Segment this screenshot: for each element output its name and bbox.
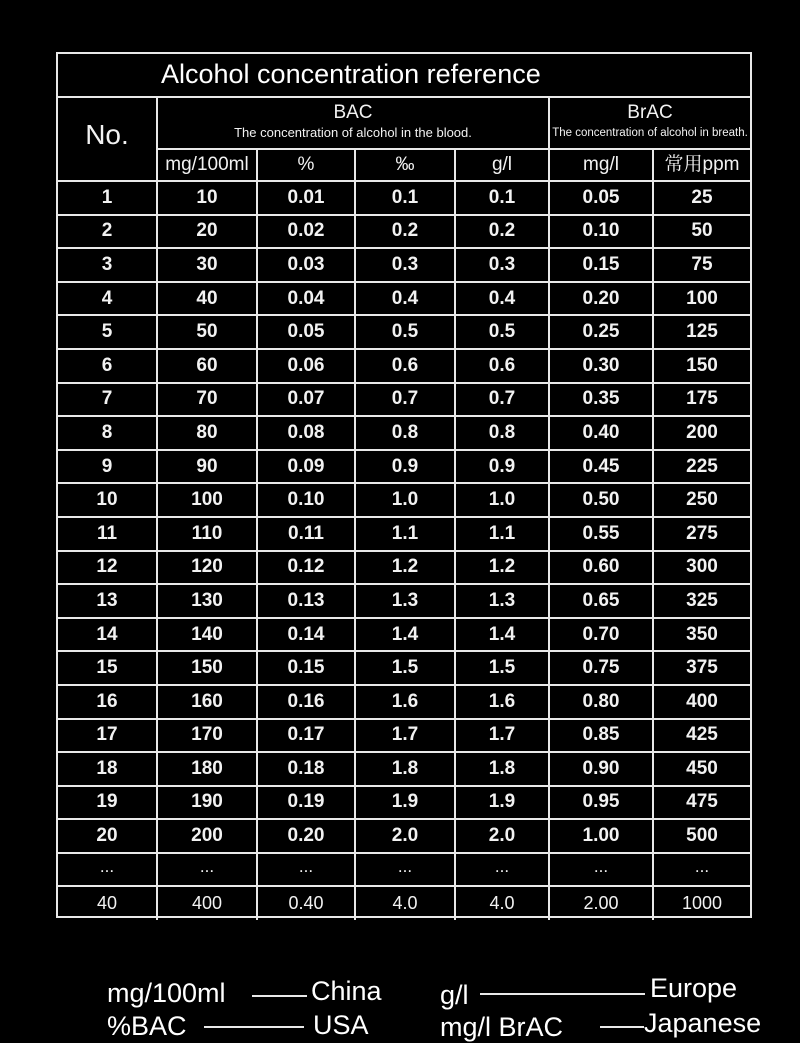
cell-mg100ml: 200 [158,820,258,852]
cell-percent: ... [258,854,356,886]
cell-ppm: 400 [686,690,718,712]
cell-mg100ml: 140 [158,619,258,651]
cell-percent: 0.13 [258,585,356,617]
legend-china: China [311,976,382,1006]
no-column-header: No. [58,98,158,182]
cell-permille: 0.8 [356,417,456,449]
cell-gl: 1.0 [456,484,550,516]
cell-percent: 0.09 [258,451,356,483]
unit-header-ppm: 常用ppm [654,150,750,182]
cell-gl: ... [456,854,550,886]
cell-gl: 1.1 [456,518,550,550]
cell-ppm: 425 [686,724,718,746]
cell-mgl: 0.85 [550,720,654,752]
cell-gl: 1.2 [456,552,550,584]
legend-gl: g/l [440,980,469,1010]
cell-mg100ml: 80 [158,417,258,449]
cell-permille: ... [356,854,456,886]
cell-mgl: 2.00 [550,887,654,920]
cell-mgl: 0.90 [550,753,654,785]
cell-no: 11 [58,518,158,550]
legend-connector-europe [480,993,645,995]
cell-mg100ml: 160 [158,686,258,718]
cell-percent: 0.18 [258,753,356,785]
cell-ppm: ... [694,856,710,876]
legend-usa: USA [313,1010,369,1040]
legend-connector-japanese [600,1026,644,1028]
cell-ppm: 125 [686,321,718,343]
cell-no: 13 [58,585,158,617]
table-row [58,451,750,485]
unit-header-mgl: mg/l [550,150,654,182]
cell-no: 4 [58,283,158,315]
cell-permille: 0.6 [356,350,456,382]
cell-no: 10 [58,484,158,516]
table-row [58,854,750,888]
legend-japanese: Japanese [644,1008,762,1038]
cell-ppm: 200 [686,421,718,443]
cell-permille: 1.6 [356,686,456,718]
cell-mgl: 0.70 [550,619,654,651]
cell-no: 20 [58,820,158,852]
cell-mg100ml: 170 [158,720,258,752]
cell-mgl: 0.95 [550,787,654,819]
cell-mgl: 0.80 [550,686,654,718]
cell-mg100ml: 90 [158,451,258,483]
table-row [58,350,750,384]
table-row [58,384,750,418]
table-row [58,720,750,754]
cell-percent: 0.02 [258,216,356,248]
cell-mgl: 0.10 [550,216,654,248]
cell-ppm: 350 [686,623,718,645]
cell-gl: 0.5 [456,316,550,348]
table-row [58,182,750,216]
cell-no: 12 [58,552,158,584]
cell-no: 18 [58,753,158,785]
cell-permille: 1.3 [356,585,456,617]
table-row [58,484,750,518]
cell-mg100ml: 30 [158,249,258,281]
cell-percent: 0.05 [258,316,356,348]
cell-gl: 0.7 [456,384,550,416]
cell-mg100ml: ... [158,854,258,886]
cell-permille: 1.9 [356,787,456,819]
cell-mgl: 0.35 [550,384,654,416]
cell-mgl: ... [550,854,654,886]
cell-ppm: 275 [686,522,718,544]
cell-ppm: 75 [691,253,713,275]
cell-no: 7 [58,384,158,416]
cell-gl: 1.3 [456,585,550,617]
legend-connector-usa [204,1026,304,1028]
table-title: Alcohol concentration reference [58,54,750,98]
cell-gl: 0.4 [456,283,550,315]
cell-gl: 1.4 [456,619,550,651]
cell-gl: 4.0 [456,887,550,920]
cell-percent: 0.16 [258,686,356,718]
cell-mgl: 0.45 [550,451,654,483]
cell-gl: 1.5 [456,652,550,684]
cell-no: 6 [58,350,158,382]
cell-mgl: 1.00 [550,820,654,852]
cell-mgl: 0.05 [550,182,654,214]
cell-ppm: 325 [686,589,718,611]
cell-mgl: 0.30 [550,350,654,382]
cell-ppm: 25 [691,186,713,208]
unit-header-percent: % [258,150,356,182]
cell-ppm: 100 [686,287,718,309]
cell-mgl: 0.75 [550,652,654,684]
cell-percent: 0.06 [258,350,356,382]
table-row [58,585,750,619]
cell-mg100ml: 20 [158,216,258,248]
cell-permille: 0.5 [356,316,456,348]
cell-gl: 0.2 [456,216,550,248]
cell-permille: 2.0 [356,820,456,852]
cell-gl: 1.7 [456,720,550,752]
cell-gl: 2.0 [456,820,550,852]
table-row [58,216,750,250]
cell-ppm: 50 [691,220,713,242]
cell-gl: 0.6 [456,350,550,382]
table-row [58,652,750,686]
cell-ppm: 450 [686,757,718,779]
cell-mgl: 0.25 [550,316,654,348]
cell-no: 2 [58,216,158,248]
table-row [58,316,750,350]
table-body [58,182,750,920]
legend-mgl: mg/l BrAC [440,1012,564,1042]
cell-permille: 0.3 [356,249,456,281]
brac-description: The concentration of alcohol in breath. [552,127,748,139]
cell-percent: 0.04 [258,283,356,315]
cell-mgl: 0.65 [550,585,654,617]
cell-gl: 0.9 [456,451,550,483]
cell-mgl: 0.60 [550,552,654,584]
cell-gl: 0.8 [456,417,550,449]
cell-mgl: 0.40 [550,417,654,449]
cell-ppm: 500 [686,825,718,847]
bac-description: The concentration of alcohol in the blood. [234,125,472,140]
cell-permille: 1.2 [356,552,456,584]
cell-no: 9 [58,451,158,483]
bac-group-header [158,98,550,150]
cell-mg100ml: 150 [158,652,258,684]
legend-bac: %BAC [107,1011,187,1041]
brac-label: BrAC [627,102,673,123]
cell-no: 5 [58,316,158,348]
cell-ppm: 375 [686,657,718,679]
unit-header-mg100ml: mg/100ml [158,150,258,182]
table-row [58,753,750,787]
bac-label: BAC [333,102,373,123]
cell-ppm: 150 [686,354,718,376]
cell-no: 15 [58,652,158,684]
cell-mg100ml: 100 [158,484,258,516]
cell-no: 14 [58,619,158,651]
cell-mgl: 0.50 [550,484,654,516]
cell-permille: 1.8 [356,753,456,785]
cell-permille: 0.2 [356,216,456,248]
cell-permille: 0.1 [356,182,456,214]
cell-permille: 1.5 [356,652,456,684]
cell-percent: 0.19 [258,787,356,819]
cell-no: 16 [58,686,158,718]
cell-no: 19 [58,787,158,819]
cell-ppm: 225 [686,455,718,477]
cell-mgl: 0.15 [550,249,654,281]
cell-mg100ml: 70 [158,384,258,416]
cell-gl: 1.9 [456,787,550,819]
cell-permille: 1.7 [356,720,456,752]
cell-percent: 0.08 [258,417,356,449]
cell-percent: 0.14 [258,619,356,651]
legend-mg100ml: mg/100ml [107,978,226,1008]
cell-mg100ml: 130 [158,585,258,617]
cell-ppm: 300 [686,556,718,578]
cell-percent: 0.10 [258,484,356,516]
cell-percent: 0.17 [258,720,356,752]
cell-permille: 0.7 [356,384,456,416]
cell-percent: 0.12 [258,552,356,584]
cell-ppm: 250 [686,489,718,511]
unit-header-gl: g/l [456,150,550,182]
table-row [58,518,750,552]
cell-permille: 0.4 [356,283,456,315]
cell-percent: 0.03 [258,249,356,281]
table-row [58,283,750,317]
table-row [58,820,750,854]
alcohol-reference-table [56,52,752,918]
cell-permille: 4.0 [356,887,456,920]
table-row [58,552,750,586]
cell-gl: 0.1 [456,182,550,214]
cell-no: ... [58,854,158,886]
table-row [58,249,750,283]
cell-ppm: 1000 [681,893,723,914]
cell-mg100ml: 190 [158,787,258,819]
cell-mgl: 0.20 [550,283,654,315]
table-row [58,787,750,821]
cell-percent: 0.11 [258,518,356,550]
table-row [58,887,750,920]
cell-mg100ml: 120 [158,552,258,584]
cell-permille: 1.1 [356,518,456,550]
cell-mg100ml: 180 [158,753,258,785]
cell-no: 17 [58,720,158,752]
cell-no: 1 [58,182,158,214]
cell-mg100ml: 40 [158,283,258,315]
cell-ppm: 175 [686,388,718,410]
cell-percent: 0.20 [258,820,356,852]
cell-mg100ml: 400 [158,887,258,920]
cell-percent: 0.07 [258,384,356,416]
cell-permille: 1.0 [356,484,456,516]
cell-mg100ml: 10 [158,182,258,214]
cell-no: 8 [58,417,158,449]
legend-connector-china [252,995,307,997]
cell-percent: 0.40 [258,887,356,920]
cell-percent: 0.01 [258,182,356,214]
cell-no: 40 [58,887,158,920]
cell-mgl: 0.55 [550,518,654,550]
brac-group-header [550,98,750,150]
unit-header-permille: ‰ [356,150,456,182]
cell-mg100ml: 60 [158,350,258,382]
cell-gl: 1.8 [456,753,550,785]
table-row [58,619,750,653]
cell-gl: 0.3 [456,249,550,281]
cell-ppm: 475 [686,791,718,813]
cell-no: 3 [58,249,158,281]
cell-mg100ml: 50 [158,316,258,348]
cell-gl: 1.6 [456,686,550,718]
legend-europe: Europe [650,973,738,1003]
cell-mg100ml: 110 [158,518,258,550]
cell-permille: 0.9 [356,451,456,483]
cell-permille: 1.4 [356,619,456,651]
table-row [58,686,750,720]
table-row [58,417,750,451]
cell-percent: 0.15 [258,652,356,684]
